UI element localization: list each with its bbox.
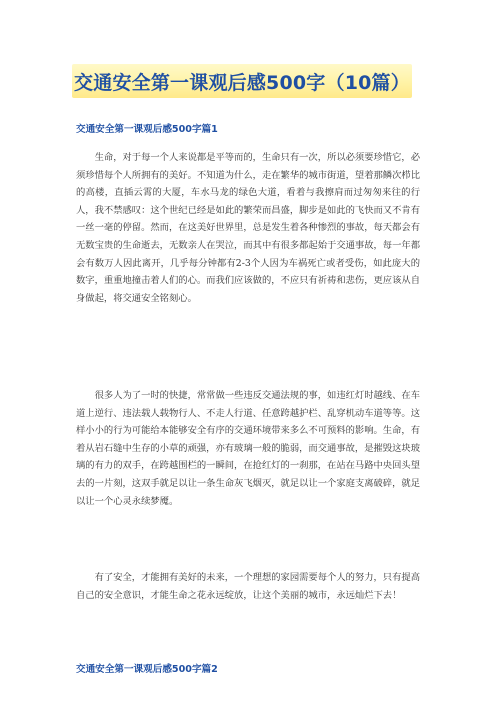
paragraph-1: 生命，对于每一个人来说都是平等而的，生命只有一次，所以必须要珍惜它，必须珍惜每个人所拥有的美好。不知道为什么，走在繁华的城市街道，望着那鳞次栉比的高楼，直插云霄的大厦，车水马龙的绿色大道，看着与我擦肩而过匆匆来往的行人，我不禁感叹：这个世纪已经是如此的繁荣而昌盛，脚步是如此的飞快而又不肯有一丝一毫的停留。然而，在这美好世界里，总是发生着各种惨烈的事故，每天都会有无数宝贵的生命逝去，无数亲人在哭泣，而其中有很多都起始于交通事故，每一年都会有数万人因此离开，几乎每分钟都有2-3个人因为车祸死亡或者受伤，如此庞大的数字，重重地撞击着人们的心。而我们应该做的，不应只有祈祷和悲伤，更应该从自身做起，将交通安全铭刻心。 bbox=[76, 152, 420, 304]
section-heading-1: 交通安全第一课观后感500字篇1 bbox=[76, 124, 218, 135]
paragraph-2: 很多人为了一时的快捷，常常做一些违反交通法规的事，如违红灯时越线、在车道上逆行、违法载人载物行人、不走人行道、任意跨越护栏、乱穿机动车道等等。这样小小的行为可能给本能够安全有序的交通环境带来多么不可预料的影响。生命，有着从岩石缝中生存的小草的顽强，亦有玻璃一般的脆弱，而交通事故，是摧毁这块玻璃的有力的双手，在跨越围栏的一瞬间，在抢红灯的一刹那，在站在马路中央回头望去的一片刻，这双手就足以让一条生命灰飞烟灭，就足以让一个家庭支离破碎，就足以让一个心灵永续梦魇。 bbox=[76, 390, 420, 507]
page-title: 交通安全第一课观后感500字（10篇） bbox=[74, 71, 410, 94]
section-heading-2: 交通安全第一课观后感500字篇2 bbox=[76, 664, 218, 675]
title-banner bbox=[72, 64, 412, 98]
paragraph-3: 有了安全，才能拥有美好的未来，一个理想的家园需要每个人的努力，只有提高自己的安全意识，才能生命之花永远绽放，让这个美丽的城市，永远灿烂下去！ bbox=[76, 572, 420, 601]
